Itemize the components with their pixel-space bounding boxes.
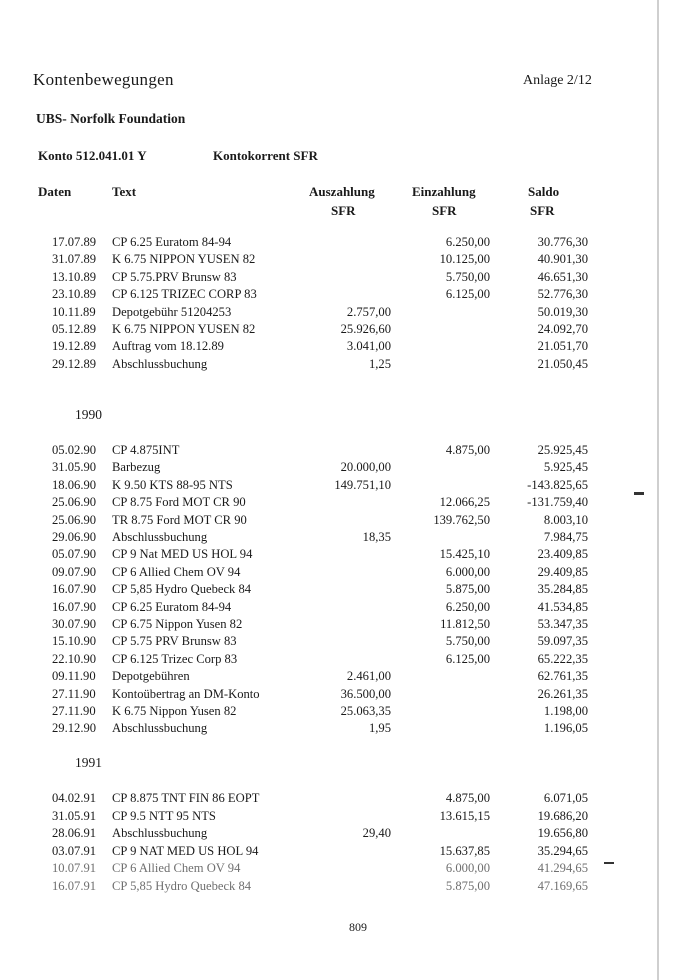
transaction-row: [0, 582, 700, 599]
transaction-date: 25.06.90: [52, 512, 97, 527]
transaction-balance: 29.409,85: [537, 564, 588, 579]
transaction-row: [0, 478, 700, 495]
transaction-text: CP 8.75 Ford MOT CR 90: [112, 495, 246, 510]
transaction-in: 12.066,25: [439, 495, 490, 510]
transaction-balance: 35.294,65: [537, 843, 588, 858]
transaction-balance: 8.003,10: [543, 512, 588, 527]
transaction-balance: 19.686,20: [537, 808, 588, 823]
transaction-date: 09.11.90: [52, 669, 96, 684]
transaction-date: 05.07.90: [52, 547, 97, 562]
column-header-balance-currency: SFR: [530, 203, 555, 218]
transaction-balance: 41.534,85: [537, 599, 588, 614]
document-title: Kontenbewegungen: [33, 70, 174, 89]
transaction-text: CP 6 Allied Chem OV 94: [112, 564, 241, 579]
transaction-out: 25.926,60: [340, 322, 391, 336]
transaction-text: CP 6.125 TRIZEC CORP 83: [112, 287, 257, 302]
transaction-date: 31.07.89: [52, 252, 97, 267]
transaction-in: 6.250,00: [445, 599, 490, 614]
transaction-date: 16.07.91: [52, 879, 97, 893]
transaction-balance: -143.825,65: [527, 477, 588, 492]
transaction-balance: 26.261,35: [537, 686, 588, 701]
transaction-text: K 6.75 NIPPON YUSEN 82: [112, 252, 256, 267]
column-header-in: Einzahlung: [412, 184, 476, 199]
transaction-in: 5.875,00: [445, 582, 490, 597]
transaction-in: 4.875,00: [445, 791, 490, 805]
transaction-balance: 19.656,80: [537, 826, 588, 841]
transaction-balance: 40.901,30: [537, 252, 588, 267]
transaction-row: [0, 844, 700, 861]
transaction-text: CP 4.875INT: [112, 443, 180, 457]
transaction-date: 29.12.90: [52, 721, 97, 736]
transaction-date: 05.12.89: [52, 322, 97, 336]
transaction-balance: 1.196,05: [543, 721, 588, 736]
transaction-out: 1,95: [368, 721, 391, 736]
transaction-in: 15.637,85: [439, 843, 490, 858]
transaction-balance: 25.925,45: [537, 443, 588, 457]
transaction-balance: 1.198,00: [543, 704, 588, 718]
transaction-date: 16.07.90: [52, 582, 97, 597]
transaction-date: 09.07.90: [52, 564, 97, 579]
transaction-date: 25.06.90: [52, 495, 97, 510]
transaction-in: 5.750,00: [445, 269, 490, 284]
transaction-text: K 6.75 NIPPON YUSEN 82: [112, 322, 256, 336]
transaction-text: Depotgebühr 51204253: [112, 304, 232, 319]
foundation-name: UBS- Norfolk Foundation: [36, 111, 186, 126]
transaction-balance: 24.092,70: [537, 322, 588, 336]
transaction-balance: 53.347,35: [537, 617, 588, 631]
transaction-row: [0, 287, 700, 304]
transaction-row: [0, 270, 700, 287]
transaction-row: [0, 565, 700, 582]
transaction-balance: 47.169,65: [537, 879, 588, 893]
transaction-in: 139.762,50: [433, 512, 490, 527]
transaction-in: 11.812,50: [440, 617, 490, 631]
transaction-text: K 9.50 KTS 88-95 NTS: [112, 477, 233, 492]
transaction-text: CP 5.75 PRV Brunsw 83: [112, 634, 237, 649]
transaction-out: 20.000,00: [340, 460, 391, 475]
transaction-date: 29.12.89: [52, 356, 97, 371]
transaction-row: [0, 826, 700, 843]
transaction-row: [0, 634, 700, 651]
transaction-date: 19.12.89: [52, 339, 97, 354]
transaction-text: CP 5.75.PRV Brunsw 83: [112, 269, 237, 284]
transaction-in: 5.875,00: [445, 879, 490, 893]
transaction-date: 16.07.90: [52, 599, 97, 614]
transaction-in: 10.125,00: [439, 252, 490, 267]
transaction-date: 10.07.91: [52, 861, 97, 876]
transaction-balance: 21.050,45: [537, 356, 588, 371]
transaction-date: 23.10.89: [52, 287, 97, 302]
transaction-text: Kontoübertrag an DM-Konto: [112, 686, 260, 701]
transaction-balance: -131.759,40: [527, 495, 588, 510]
transaction-date: 13.10.89: [52, 269, 97, 284]
transaction-text: Barbezug: [112, 460, 161, 475]
column-header-balance: Saldo: [528, 184, 560, 199]
transaction-balance: 35.284,85: [537, 582, 588, 597]
transaction-row: [0, 721, 700, 738]
transaction-out: 18,35: [362, 530, 391, 544]
transaction-out: 2.757,00: [346, 304, 391, 319]
transaction-text: K 6.75 Nippon Yusen 82: [112, 704, 237, 718]
transaction-row: [0, 617, 700, 634]
transaction-row: [0, 809, 700, 826]
transaction-balance: 30.776,30: [537, 235, 588, 249]
transaction-balance: 7.984,75: [543, 530, 588, 544]
transaction-row: [0, 669, 700, 686]
transaction-date: 17.07.89: [52, 235, 97, 249]
transaction-balance: 41.294,65: [537, 861, 588, 876]
transaction-date: 22.10.90: [52, 651, 97, 666]
transaction-text: Abschlussbuchung: [112, 826, 208, 841]
transaction-row: [0, 704, 700, 721]
transaction-date: 18.06.90: [52, 477, 97, 492]
transaction-in: 6.250,00: [445, 235, 490, 249]
transaction-row: [0, 513, 700, 530]
transaction-balance: 50.019,30: [537, 304, 588, 319]
transaction-text: CP 9 Nat MED US HOL 94: [112, 547, 253, 562]
transaction-balance: 5.925,45: [543, 460, 588, 475]
transaction-row: [0, 235, 700, 252]
transaction-balance: 62.761,35: [537, 669, 588, 684]
transaction-date: 03.07.91: [52, 843, 97, 858]
column-header-out: Auszahlung: [309, 184, 375, 199]
annex-reference: Anlage 2/12: [523, 73, 592, 88]
transaction-out: 25.063,35: [340, 704, 391, 718]
column-header-out-currency: SFR: [331, 203, 356, 218]
transaction-balance: 6.071,05: [543, 791, 588, 805]
transaction-date: 30.07.90: [52, 617, 97, 631]
transaction-text: Auftrag vom 18.12.89: [112, 339, 224, 354]
transaction-balance: 46.651,30: [537, 269, 588, 284]
transaction-out: 149.751,10: [334, 477, 391, 492]
transaction-balance: 65.222,35: [537, 651, 588, 666]
transaction-row: [0, 791, 700, 808]
transaction-text: CP 6.25 Euratom 84-94: [112, 599, 232, 614]
transaction-balance: 59.097,35: [537, 634, 588, 649]
transaction-in: 6.125,00: [445, 287, 490, 302]
transaction-out: 3.041,00: [346, 339, 391, 354]
transaction-in: 15.425,10: [439, 547, 490, 562]
transaction-text: CP 5,85 Hydro Quebeck 84: [112, 879, 252, 893]
transaction-text: Abschlussbuchung: [112, 530, 208, 544]
transaction-in: 5.750,00: [445, 634, 490, 649]
transaction-date: 05.02.90: [52, 443, 97, 457]
transaction-text: CP 6 Allied Chem OV 94: [112, 861, 241, 876]
transaction-out: 2.461,00: [346, 669, 391, 684]
year-heading-1991: 1991: [75, 755, 102, 770]
column-header-date: Daten: [38, 184, 72, 199]
transaction-date: 10.11.89: [52, 304, 96, 319]
transaction-date: 27.11.90: [52, 686, 96, 701]
transaction-row: [0, 305, 700, 322]
transaction-text: CP 9.5 NTT 95 NTS: [112, 808, 216, 823]
column-header-text: Text: [112, 184, 137, 199]
transaction-row: [0, 879, 700, 896]
transaction-row: [0, 322, 700, 339]
transaction-row: [0, 652, 700, 669]
transaction-text: TR 8.75 Ford MOT CR 90: [112, 512, 247, 527]
transaction-row: [0, 339, 700, 356]
transaction-row: [0, 460, 700, 477]
transaction-date: 31.05.90: [52, 460, 97, 475]
transaction-out: 29,40: [362, 826, 391, 841]
transaction-text: CP 8.875 TNT FIN 86 EOPT: [112, 791, 260, 805]
transaction-row: [0, 861, 700, 878]
transaction-text: Abschlussbuchung: [112, 721, 208, 736]
page-number: 809: [349, 920, 367, 934]
transaction-date: 15.10.90: [52, 634, 97, 649]
transaction-out: 36.500,00: [340, 686, 391, 701]
transaction-in: 13.615,15: [439, 808, 490, 823]
transaction-row: [0, 357, 700, 374]
transaction-text: Depotgebühren: [112, 669, 190, 684]
transaction-date: 31.05.91: [52, 808, 97, 823]
transaction-out: 1,25: [368, 356, 391, 371]
transaction-row: [0, 687, 700, 704]
account-number: Konto 512.041.01 Y: [38, 148, 147, 163]
account-type: Kontokorrent SFR: [213, 148, 318, 163]
transaction-row: [0, 495, 700, 512]
transaction-text: CP 9 NAT MED US HOL 94: [112, 843, 259, 858]
column-header-in-currency: SFR: [432, 203, 457, 218]
transaction-row: [0, 443, 700, 460]
transaction-text: CP 6.75 Nippon Yusen 82: [112, 617, 243, 631]
transaction-balance: 23.409,85: [537, 547, 588, 562]
year-heading-1990: 1990: [75, 407, 102, 422]
transaction-date: 28.06.91: [52, 826, 97, 841]
transaction-date: 29.06.90: [52, 530, 97, 544]
transaction-date: 27.11.90: [52, 704, 96, 718]
transaction-balance: 21.051,70: [537, 339, 588, 354]
transaction-text: CP 5,85 Hydro Quebeck 84: [112, 582, 252, 597]
transaction-date: 04.02.91: [52, 791, 97, 805]
transaction-row: [0, 530, 700, 547]
transaction-in: 6.125,00: [445, 651, 490, 666]
transaction-in: 6.000,00: [445, 861, 490, 876]
transaction-in: 6.000,00: [445, 564, 490, 579]
transaction-text: Abschlussbuchung: [112, 356, 208, 371]
transaction-text: CP 6.25 Euratom 84-94: [112, 235, 232, 249]
transaction-balance: 52.776,30: [537, 287, 588, 302]
transaction-text: CP 6.125 Trizec Corp 83: [112, 651, 238, 666]
transaction-row: [0, 600, 700, 617]
transaction-row: [0, 547, 700, 564]
transaction-in: 4.875,00: [445, 443, 490, 457]
transaction-row: [0, 252, 700, 269]
